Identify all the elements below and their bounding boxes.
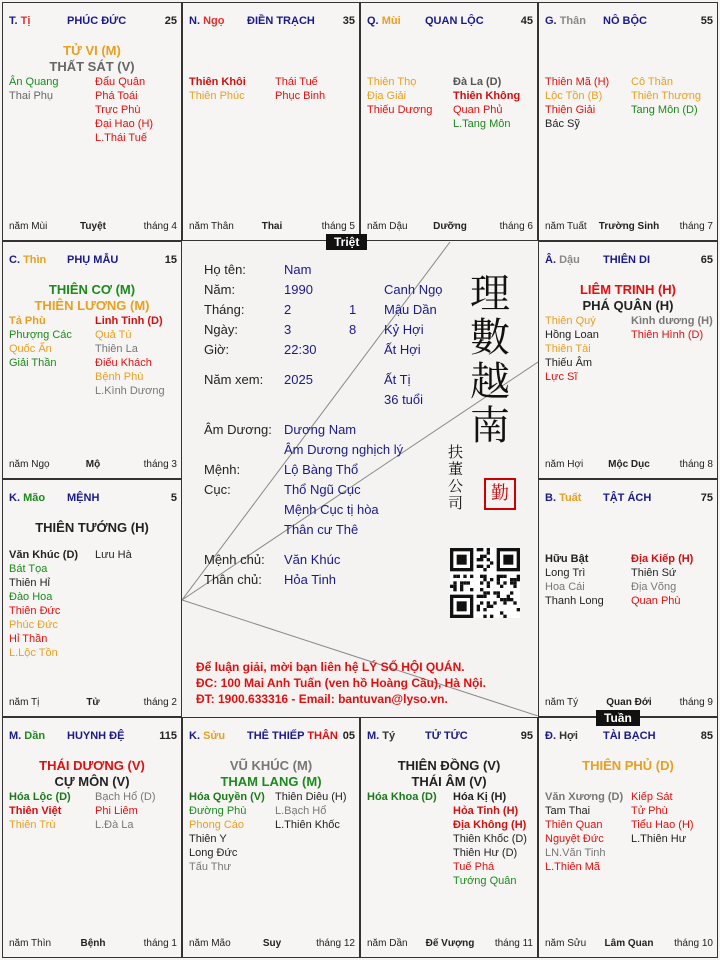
- palace-cell-mao[interactable]: [2, 479, 182, 717]
- right-star-list: [631, 75, 701, 117]
- footer-month: tháng 7: [679, 221, 713, 232]
- minor-star: Bác Sỹ: [545, 118, 580, 130]
- branch-stem: T.: [9, 15, 18, 27]
- footer-month: tháng 9: [679, 697, 713, 708]
- left-star-list: [189, 790, 265, 874]
- right-star-list: [95, 790, 156, 832]
- palace-cell-dau[interactable]: [538, 241, 718, 479]
- footer-month: tháng 4: [143, 221, 177, 232]
- minor-star: Hóa Quyền (V): [189, 791, 265, 803]
- minor-star: Thiếu Dương: [367, 104, 433, 116]
- minor-star: Thiên Giải: [545, 104, 596, 116]
- triet-marker: Triệt: [326, 234, 367, 250]
- minor-star: Thiên Mã (H): [545, 76, 610, 88]
- minor-star: Địa Không (H): [453, 819, 527, 831]
- minor-star: Trực Phù: [95, 104, 141, 116]
- minor-star: L.Đà La: [95, 819, 134, 831]
- value-cuc-1: Thổ Ngũ Cục: [284, 482, 361, 497]
- right-star-list: [95, 548, 132, 562]
- palace-name: PHÚC ĐỨC: [67, 15, 127, 27]
- minor-star: Thiên Thương: [631, 90, 702, 102]
- footer-month: tháng 5: [321, 221, 355, 232]
- palace-name: QUAN LỘC: [425, 15, 484, 27]
- major-star: THIÊN TƯỚNG (H): [35, 520, 149, 535]
- minor-star: Thiên Tài: [545, 343, 591, 355]
- value-view-year: 2025: [284, 372, 313, 387]
- label-hour: Giờ:: [204, 342, 230, 357]
- minor-star: Hóa Khoa (D): [367, 791, 437, 803]
- footer-year: năm Thìn: [9, 938, 52, 949]
- minor-star: Thiên Quan: [545, 819, 603, 831]
- palace-name: TỬ TỨC: [425, 730, 468, 742]
- minor-star: Hồng Loan: [545, 329, 599, 341]
- value-year-can: Canh Ngọ: [384, 282, 443, 297]
- value-year: 1990: [284, 282, 313, 297]
- branch-stem: Đ.: [545, 730, 556, 742]
- value-day-solar: 3: [284, 322, 292, 337]
- footer-month: tháng 11: [494, 938, 533, 949]
- value-hour: 22:30: [284, 342, 317, 357]
- footer-stage: Bệnh: [80, 938, 106, 949]
- minor-star: Thiên Trù: [9, 819, 56, 831]
- minor-star: Đường Phù: [189, 805, 247, 817]
- footer-year: năm Dần: [367, 938, 408, 949]
- footer-year: năm Tý: [545, 697, 579, 708]
- branch-stem: G.: [545, 15, 557, 27]
- palace-footer: [367, 938, 533, 951]
- minor-star: Long Đức: [189, 847, 238, 859]
- palace-header: [545, 254, 713, 268]
- minor-star: Bát Tọa: [9, 563, 48, 575]
- minor-star: Thiên Không: [453, 90, 521, 102]
- footer-year: năm Tuất: [545, 221, 587, 232]
- footer-year: năm Hợi: [545, 459, 584, 470]
- right-star-list: [631, 552, 693, 608]
- left-star-list: [189, 75, 246, 103]
- footer-stage: Quan Đới: [606, 697, 652, 708]
- branch-name: Hợi: [559, 730, 578, 742]
- value-view-can: Ất Tị: [384, 372, 411, 387]
- footer-year: năm Sửu: [545, 938, 587, 949]
- palace-number: 65: [700, 254, 713, 266]
- palace-cell-than[interactable]: [538, 2, 718, 241]
- red-seal-stamp: 勤: [484, 478, 516, 510]
- right-star-list: [275, 75, 325, 103]
- branch-name: Tuất: [559, 492, 582, 504]
- minor-star: L.Kình Dương: [95, 385, 165, 397]
- right-star-list: [453, 790, 527, 888]
- minor-star: Lộc Tồn (B): [545, 90, 603, 102]
- palace-footer: [545, 938, 713, 951]
- palace-header: [367, 15, 533, 29]
- major-star: THÁI DƯƠNG (V): [39, 758, 145, 773]
- minor-star: Văn Khúc (D): [9, 549, 79, 561]
- palace-number: 55: [700, 15, 713, 27]
- palace-footer: [9, 459, 177, 472]
- palace-number: 25: [164, 15, 177, 27]
- value-month-lunar: 1: [349, 302, 357, 317]
- palace-footer: [545, 697, 713, 710]
- minor-star: Thiên Thọ: [367, 76, 417, 88]
- minor-star: Cô Thần: [631, 76, 673, 88]
- minor-star: Long Trì: [545, 567, 586, 579]
- palace-footer: [9, 697, 177, 710]
- value-than-chu: Hỏa Tinh: [284, 572, 337, 587]
- palace-cell-suu[interactable]: [182, 717, 360, 958]
- major-star: CỰ MÔN (V): [54, 774, 130, 789]
- minor-star: L.Thiên Mã: [545, 861, 601, 873]
- minor-star: Thiên Hư (D): [453, 847, 518, 859]
- footer-stage: Đế Vượng: [425, 938, 475, 949]
- left-star-list: [367, 790, 437, 804]
- minor-star: Thái Tuế: [275, 76, 318, 88]
- minor-star: Thanh Long: [545, 595, 604, 607]
- value-cuc-3: Thân cư Thê: [284, 522, 359, 537]
- minor-star: Thiên Đức: [9, 605, 61, 617]
- branch-stem: Q.: [367, 15, 379, 27]
- palace-number: 85: [700, 730, 713, 742]
- minor-star: Thai Phụ: [9, 90, 54, 102]
- minor-star: Thiếu Âm: [545, 357, 593, 369]
- calligraphy-logo: 理 數 越 南: [470, 271, 510, 449]
- palace-number: 35: [342, 15, 355, 27]
- palace-name: TẬT ÁCH: [603, 492, 652, 504]
- branch-stem: C.: [9, 254, 20, 266]
- palace-footer: [9, 938, 177, 951]
- minor-star: Thiên La: [95, 343, 138, 355]
- footer-month: tháng 10: [674, 938, 713, 949]
- value-menh: Lộ Bàng Thổ: [284, 462, 359, 477]
- palace-footer: [545, 459, 713, 472]
- minor-star: Thiên Khôi: [189, 76, 246, 88]
- label-day: Ngày:: [204, 322, 238, 337]
- minor-star: Thiên Quý: [545, 315, 596, 327]
- left-star-list: [9, 548, 78, 660]
- footer-year: năm Thân: [189, 221, 234, 232]
- palace-cell-ngo[interactable]: [182, 2, 360, 241]
- label-than-chu: Thân chủ:: [204, 572, 262, 587]
- branch-name: Sửu: [203, 730, 226, 742]
- palace-number: 115: [159, 730, 177, 742]
- notice-line-1: Để luận giải, mời bạn liên hệ LÝ SỐ HỘI QUÁN.: [196, 660, 465, 674]
- minor-star: Thiên Diêu (H): [275, 791, 347, 803]
- value-day-lunar: 8: [349, 322, 357, 337]
- minor-star: Thiên Khốc (D): [453, 833, 527, 845]
- small-calligraphy: 扶 董 公 司: [448, 443, 464, 512]
- value-month-can: Mậu Dần: [384, 302, 437, 317]
- minor-star: Điếu Khách: [95, 357, 152, 369]
- minor-star: Linh Tinh (D): [95, 315, 163, 327]
- palace-name: HUYNH ĐỆ: [67, 730, 125, 742]
- palace-number: 45: [520, 15, 533, 27]
- footer-month: tháng 2: [143, 697, 177, 708]
- left-star-list: [9, 75, 59, 103]
- left-star-list: [545, 314, 599, 384]
- minor-star: Lưu Hà: [95, 549, 132, 561]
- left-star-list: [9, 314, 72, 370]
- palace-footer: [367, 221, 533, 234]
- branch-stem: M.: [367, 730, 380, 742]
- minor-star: Ân Quang: [9, 76, 59, 88]
- palace-cell-mui[interactable]: [360, 2, 538, 241]
- branch-stem: Â.: [545, 254, 556, 266]
- left-star-list: [545, 790, 623, 874]
- right-star-list: [631, 314, 713, 342]
- notice-line-3: ĐT: 1900.633316 - Email: bantuvan@lyso.vn.: [196, 692, 448, 706]
- minor-star: Hóa Lộc (D): [9, 791, 71, 803]
- value-age: 36 tuổi: [384, 392, 424, 407]
- minor-star: Quốc Ấn: [9, 343, 52, 355]
- palace-name: PHỤ MẪU: [67, 254, 119, 266]
- branch-name: Mùi: [381, 15, 401, 27]
- palace-name: THÊ THIẾP THÂN: [247, 730, 338, 742]
- major-star: VŨ KHÚC (M): [229, 758, 313, 773]
- major-star: THẤT SÁT (V): [49, 59, 135, 74]
- minor-star: Thiên Việt: [9, 805, 62, 817]
- palace-cell-hoi[interactable]: [538, 717, 718, 958]
- left-star-list: [545, 552, 604, 608]
- footer-stage: Dưỡng: [433, 221, 467, 232]
- minor-star: Tấu Thư: [189, 861, 232, 873]
- value-day-can: Kỷ Hợi: [384, 322, 424, 337]
- minor-star: L.Lộc Tồn: [9, 647, 58, 659]
- label-menh-chu: Mệnh chủ:: [204, 552, 265, 567]
- palace-footer: [9, 221, 177, 234]
- value-month-solar: 2: [284, 302, 292, 317]
- minor-star: Phượng Các: [9, 329, 72, 341]
- palace-number: 5: [170, 492, 177, 504]
- minor-star: Tướng Quân: [453, 875, 517, 887]
- palace-header: [545, 15, 713, 29]
- palace-name: TÀI BẠCH: [603, 730, 656, 742]
- minor-star: Nguyệt Đức: [545, 833, 604, 845]
- minor-star: Đẩu Quân: [95, 76, 146, 88]
- left-star-list: [367, 75, 432, 117]
- minor-star: Hỉ Thần: [9, 633, 48, 645]
- palace-number: 05: [342, 730, 355, 742]
- minor-star: Đại Hao (H): [95, 118, 154, 130]
- footer-stage: Suy: [262, 938, 282, 949]
- palace-header: [189, 730, 355, 744]
- palace-name: MỆNH: [67, 492, 100, 504]
- right-star-list: [275, 790, 347, 832]
- footer-month: tháng 1: [143, 938, 177, 949]
- minor-star: Tam Thai: [545, 805, 591, 817]
- palace-header: [189, 15, 355, 29]
- major-star: THIÊN PHỦ (D): [582, 758, 674, 773]
- minor-star: Bệnh Phù: [95, 371, 144, 383]
- footer-stage: Tử: [86, 697, 100, 708]
- minor-star: Hoa Cái: [545, 581, 585, 593]
- minor-star: Kình dương (H): [631, 315, 713, 327]
- footer-year: năm Dậu: [367, 221, 408, 232]
- value-name: Nam: [284, 262, 312, 277]
- footer-month: tháng 6: [499, 221, 533, 232]
- right-star-list: [95, 314, 165, 398]
- label-menh: Mệnh:: [204, 462, 241, 477]
- branch-name: Thìn: [23, 254, 47, 266]
- label-view-year: Năm xem:: [204, 372, 264, 387]
- value-cuc-2: Mệnh Cục tị hòa: [284, 502, 379, 517]
- palace-cell-tuat[interactable]: [538, 479, 718, 717]
- branch-name: Dậu: [559, 254, 580, 266]
- minor-star: Phá Toái: [95, 90, 138, 102]
- major-star: THIÊN ĐỒNG (V): [397, 758, 501, 773]
- label-month: Tháng:: [204, 302, 245, 317]
- footer-stage: Mộ: [85, 459, 101, 470]
- minor-star: Phục Binh: [275, 90, 326, 102]
- major-star: THÁI ÂM (V): [411, 774, 487, 789]
- branch-name: Dần: [24, 730, 46, 742]
- palace-footer: [545, 221, 713, 234]
- value-menh-chu: Văn Khúc: [284, 552, 341, 567]
- minor-star: Phong Cáo: [189, 819, 245, 831]
- palace-cell-thin[interactable]: [2, 241, 182, 479]
- branch-stem: K.: [189, 730, 200, 742]
- palace-header: [545, 730, 713, 744]
- left-star-list: [545, 75, 609, 131]
- palace-name: NÔ BỘC: [603, 15, 647, 27]
- palace-header: [367, 730, 533, 744]
- minor-star: Quan Phủ: [453, 104, 503, 116]
- label-year: Năm:: [204, 282, 236, 297]
- branch-name: Thân: [559, 15, 586, 27]
- branch-name: Ngọ: [203, 15, 225, 27]
- palace-cell-dan[interactable]: [2, 717, 182, 958]
- minor-star: Hóa Kị (H): [453, 791, 507, 803]
- label-cuc: Cục:: [204, 482, 231, 497]
- minor-star: Hỏa Tinh (H): [453, 805, 519, 817]
- minor-star: Tiểu Hao (H): [631, 819, 694, 831]
- minor-star: Kiếp Sát: [631, 791, 673, 803]
- minor-star: LN.Văn Tinh: [545, 847, 606, 859]
- palace-header: [9, 492, 177, 506]
- minor-star: Địa Kiếp (H): [631, 553, 694, 565]
- palace-header: [9, 254, 177, 268]
- minor-star: L.Thiên Hư: [631, 833, 687, 845]
- minor-star: Giải Thần: [9, 357, 57, 369]
- tuan-marker: Tuần: [596, 710, 640, 726]
- palace-number: 75: [700, 492, 713, 504]
- branch-name: Tị: [20, 15, 31, 27]
- major-star: TỬ VI (M): [63, 43, 121, 58]
- minor-star: Địa Giải: [367, 90, 407, 102]
- major-star: THIÊN CƠ (M): [48, 282, 136, 297]
- branch-stem: K.: [9, 492, 20, 504]
- footer-stage: Mộc Dục: [608, 459, 650, 470]
- palace-header: [545, 492, 713, 506]
- palace-header: [9, 730, 177, 744]
- palace-footer: [189, 221, 355, 234]
- minor-star: Phi Liêm: [95, 805, 138, 817]
- minor-star: Quan Phù: [631, 595, 681, 607]
- minor-star: Hữu Bật: [545, 553, 589, 565]
- minor-star: L.Thái Tuế: [95, 132, 147, 144]
- right-star-list: [95, 75, 153, 145]
- footer-year: năm Ngọ: [9, 459, 50, 470]
- palace-footer: [189, 938, 355, 951]
- major-star: THIÊN LƯƠNG (M): [34, 298, 150, 313]
- minor-star: Tử Phù: [631, 805, 668, 817]
- major-star: PHÁ QUÂN (H): [582, 298, 674, 313]
- value-amduong-2: Âm Dương nghịch lý: [284, 442, 404, 457]
- minor-star: Quả Tú: [95, 329, 132, 341]
- label-name: Họ tên:: [204, 262, 246, 277]
- qr-code[interactable]: [450, 548, 520, 618]
- branch-name: Tý: [382, 730, 396, 742]
- minor-star: L.Bạch Hổ: [275, 805, 327, 817]
- than-marker: THÂN: [307, 730, 338, 742]
- footer-stage: Trường Sinh: [598, 221, 660, 232]
- footer-month: tháng 3: [143, 459, 177, 470]
- branch-name: Mão: [23, 492, 46, 504]
- palace-number: 15: [164, 254, 177, 266]
- minor-star: Thiên Hỉ: [9, 577, 50, 589]
- left-star-list: [9, 790, 71, 832]
- minor-star: L.Thiên Khốc: [275, 819, 340, 831]
- minor-star: Tả Phù: [9, 315, 46, 327]
- notice-line-2: ĐC: 100 Mai Anh Tuấn (ven hồ Hoàng Cầu), Hà Nội.: [196, 676, 487, 690]
- minor-star: Thiên Hình (D): [631, 329, 704, 341]
- minor-star: Địa Võng: [631, 581, 677, 593]
- footer-stage: Tuyệt: [80, 221, 106, 232]
- footer-year: năm Mùi: [9, 221, 48, 232]
- minor-star: Phúc Đức: [9, 619, 58, 631]
- value-hour-can: Ất Hợi: [384, 342, 421, 357]
- palace-name: ĐIỀN TRẠCH: [247, 15, 315, 27]
- palace-cell-ti[interactable]: [2, 2, 182, 241]
- minor-star: Đào Hoa: [9, 591, 53, 603]
- minor-star: Văn Xương (D): [545, 791, 624, 803]
- major-star: THAM LANG (M): [220, 774, 322, 789]
- branch-stem: N.: [189, 15, 200, 27]
- minor-star: Tuế Phá: [453, 861, 495, 873]
- footer-stage: Lâm Quan: [604, 938, 654, 949]
- minor-star: Thiên Sứ: [631, 567, 677, 579]
- footer-stage: Thai: [261, 221, 283, 232]
- minor-star: Lực Sĩ: [545, 371, 578, 383]
- right-star-list: [631, 790, 694, 846]
- minor-star: Thiên Y: [189, 833, 227, 845]
- branch-stem: M.: [9, 730, 22, 742]
- branch-stem: B.: [545, 492, 556, 504]
- minor-star: Đà La (D): [453, 76, 502, 88]
- minor-star: Tang Môn (D): [631, 104, 698, 116]
- palace-number: 95: [520, 730, 533, 742]
- palace-cell-ty[interactable]: [360, 717, 538, 958]
- minor-star: Thiên Phúc: [189, 90, 245, 102]
- label-amduong: Âm Dương:: [204, 422, 272, 437]
- major-star: LIÊM TRINH (H): [579, 282, 677, 297]
- right-star-list: [453, 75, 520, 131]
- footer-year: năm Mão: [189, 938, 231, 949]
- value-amduong-1: Dương Nam: [284, 422, 357, 437]
- footer-month: tháng 12: [316, 938, 355, 949]
- footer-month: tháng 8: [679, 459, 713, 470]
- palace-name: THIÊN DI: [603, 254, 651, 266]
- footer-year: năm Tị: [9, 697, 40, 708]
- minor-star: Bạch Hổ (D): [95, 791, 156, 803]
- palace-header: [9, 15, 177, 29]
- minor-star: L.Tang Môn: [453, 118, 511, 130]
